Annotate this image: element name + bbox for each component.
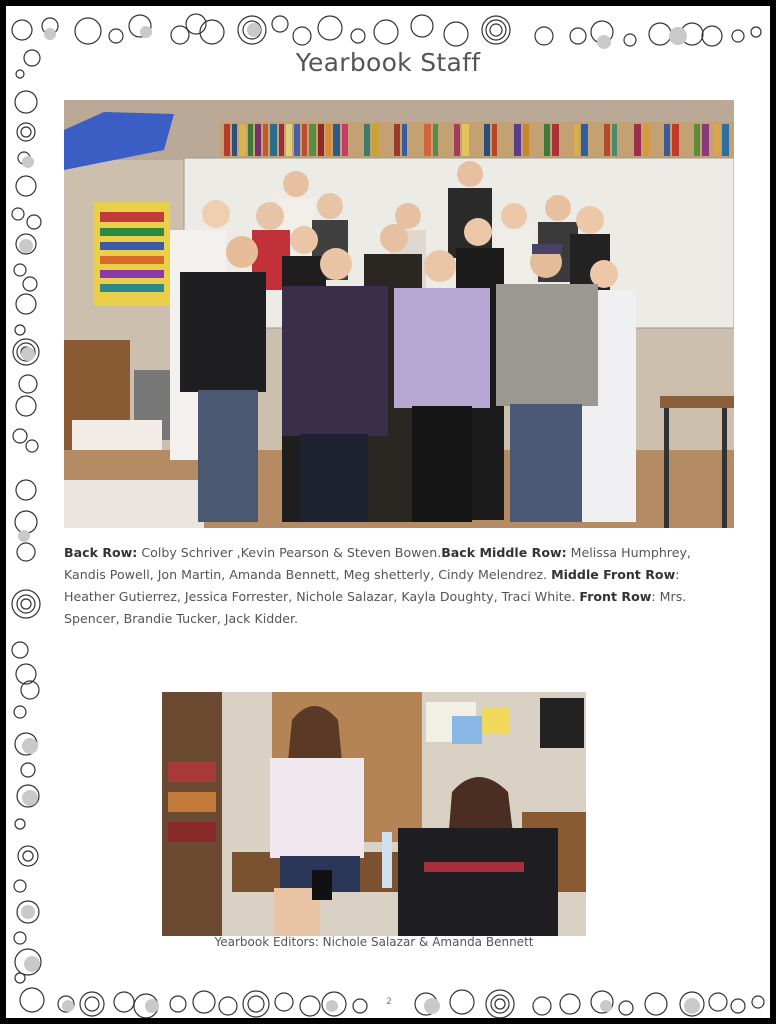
editors-caption: Yearbook Editors: Nichole Salazar & Amanda Bennett (214, 935, 534, 949)
back-middle-row-names: Melissa Humphrey, Kandis Powell, Jon Martin, Amanda Bennett, Meg shetterly, Cindy Melendrez. (64, 545, 691, 582)
middle-front-row-names: : Heather Gutierrez, Jessica Forrester, Nichole Salazar, Kayla Doughty, Traci White. (64, 567, 680, 604)
editors-photo (162, 692, 586, 936)
yearbook-page (6, 6, 770, 1018)
front-row-label: Front Row (579, 589, 652, 604)
front-row-names: : Mrs. Spencer, Brandie Tucker, Jack Kidder. (64, 589, 687, 626)
back-row-names: Colby Schriver ,Kevin Pearson & Steven Bowen. (137, 545, 442, 560)
back-row-label: Back Row: (64, 545, 138, 560)
page-number: 2 (386, 997, 392, 1007)
staff-caption (64, 542, 728, 630)
staff-group-photo (64, 100, 734, 528)
page-title: Yearbook Staff (295, 48, 481, 77)
middle-front-row-label: Middle Front Row (551, 567, 676, 582)
back-middle-row-label: Back Middle Row: (441, 545, 567, 560)
